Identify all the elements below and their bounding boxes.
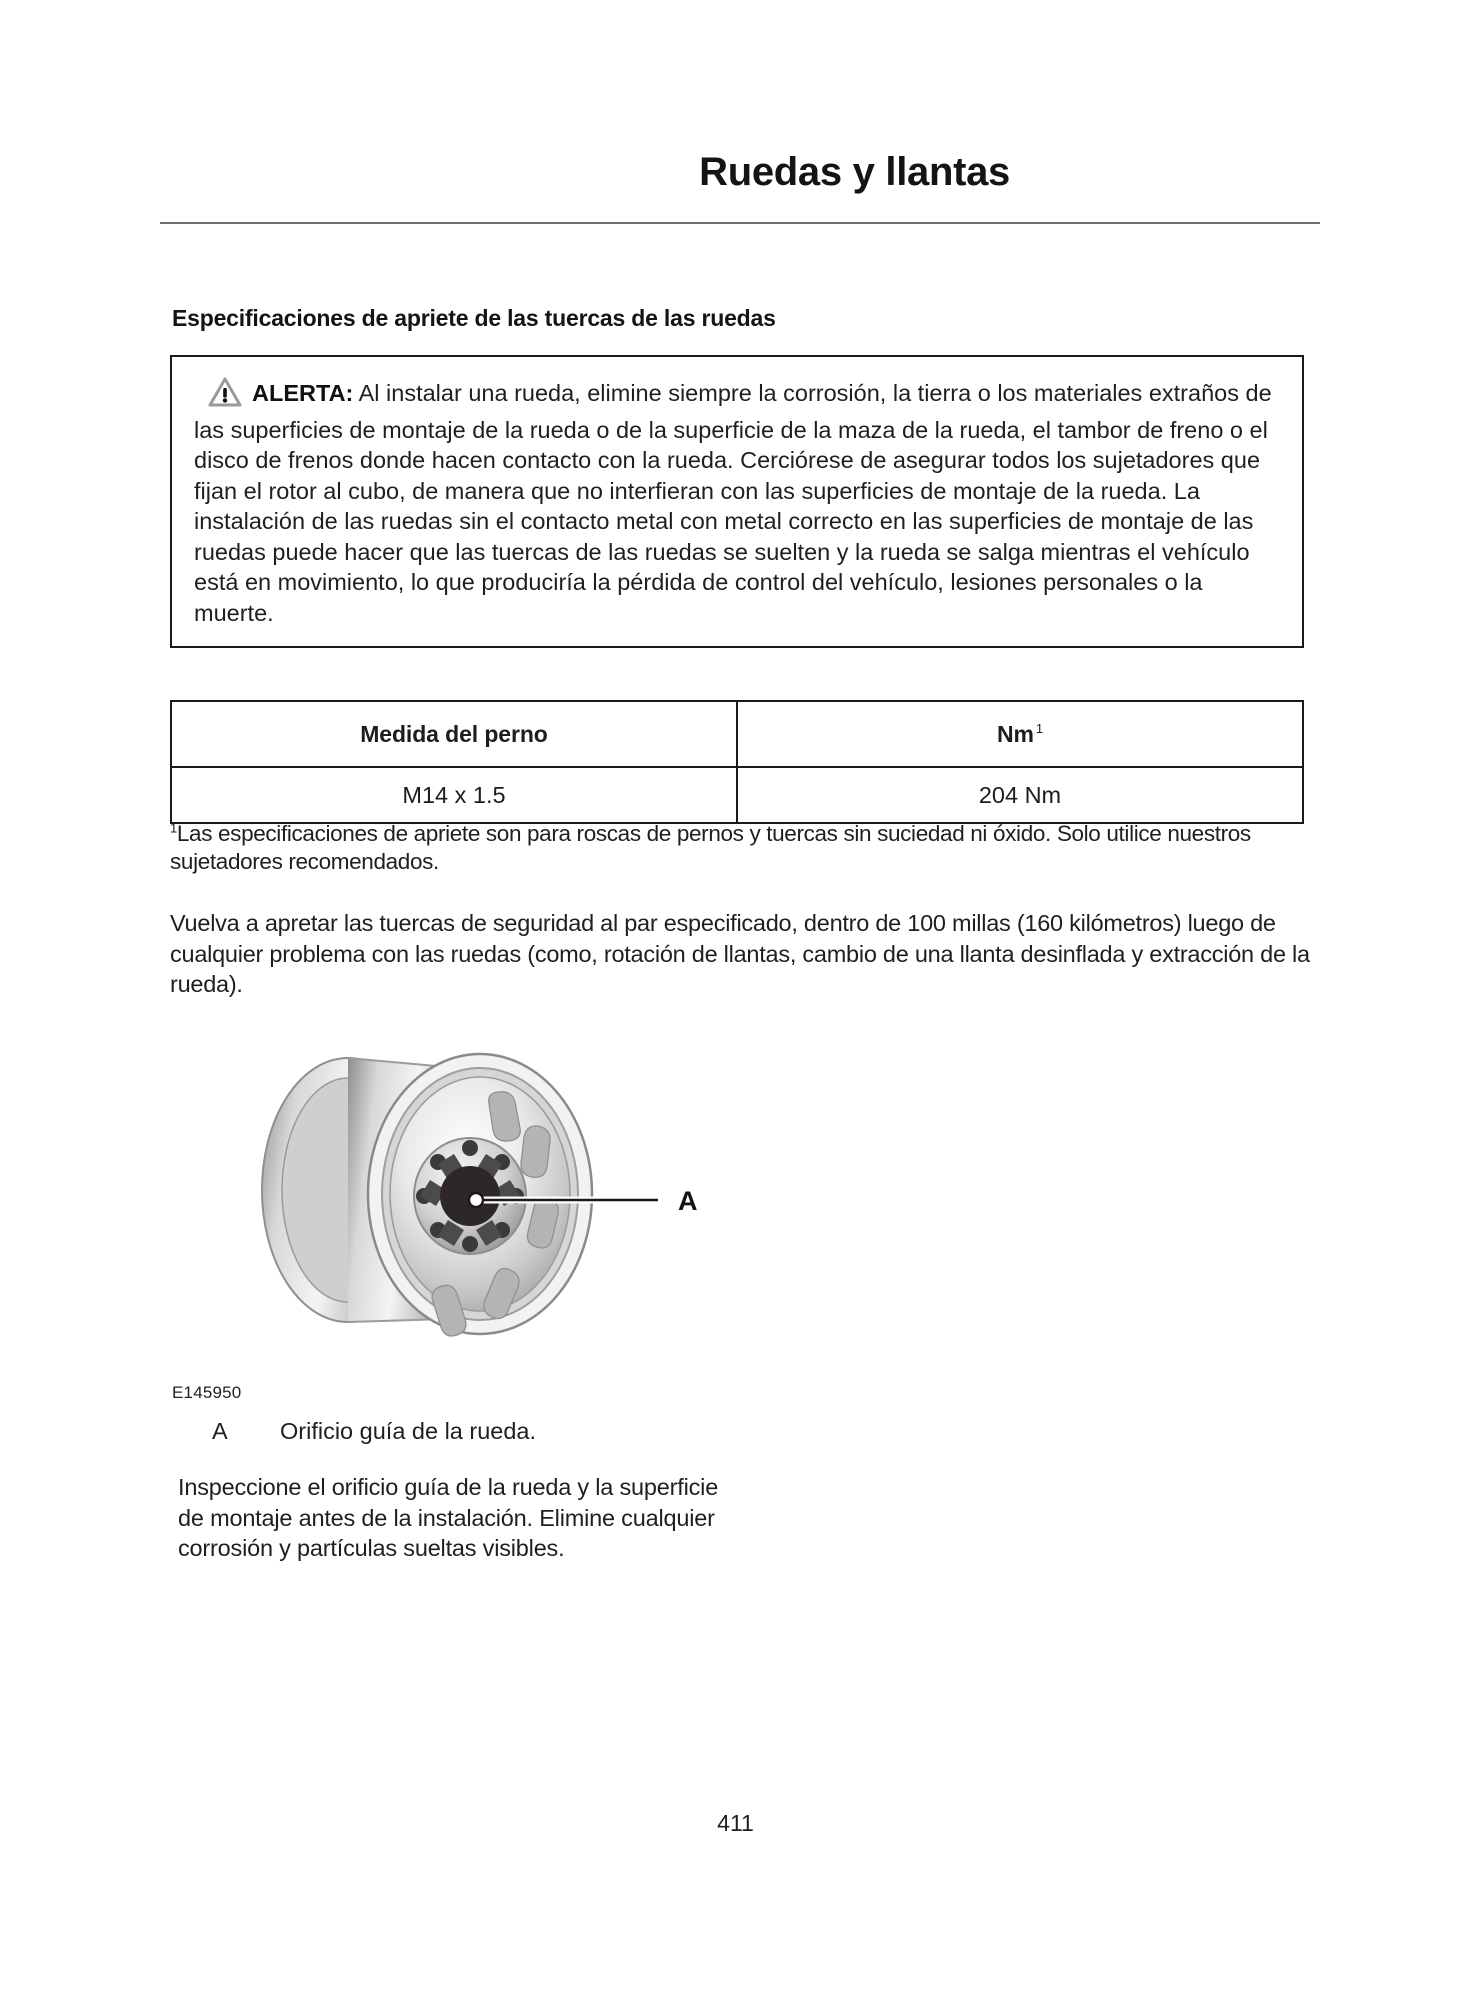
legend-key: A — [212, 1418, 228, 1444]
figure-callout-label: A — [678, 1186, 698, 1216]
warning-body: Al instalar una rueda, elimine siempre la corrosión, la tierra o los materiales extraños de las superficies de montaje de la rueda o de la superficie de la maza de la rueda, el tambor de freno o el disco de frenos donde hacen contacto con la rueda. Cerciórese de asegurar todos los sujetadores que fijan el rotor al cubo, de manera que no interfieran con las superficies de montaje de la rueda. La instalación de las ruedas sin el contacto metal con metal correcto en las superficies de montaje de las ruedas puede hacer que las tuercas de las ruedas se suelten y la rueda se salga mientras el vehículo está en movimiento, lo que produciría la pérdida de control del vehículo, lesiones personales o la muerte. — [194, 380, 1272, 626]
header-divider — [160, 222, 1320, 224]
table-cell-torque: 204 Nm — [737, 767, 1303, 823]
table-row — [171, 767, 1303, 823]
section-heading: Especificaciones de apriete de las tuercas de las ruedas — [172, 305, 776, 331]
warning-box — [170, 355, 1304, 648]
body-paragraph: Vuelva a apretar las tuercas de seguridad al par especificado, dentro de 100 millas (160 kilómetros) luego de cualquier problema con las ruedas (como, rotación de llantas, cambio de una llanta desinflada y extracción de la rueda). — [170, 910, 1310, 998]
table-header-bolt-size: Medida del perno — [171, 701, 737, 767]
footnote-text: Las especificaciones de apriete son para roscas de pernos y tuercas sin suciedad ni óxido. Solo utilice nuestros sujetadores recomendados. — [170, 821, 1251, 875]
page-title: Ruedas y llantas — [699, 150, 1010, 194]
table-header-nm — [737, 701, 1303, 767]
warning-label: ALERTA: — [252, 380, 354, 406]
table-header-row — [171, 701, 1303, 767]
wheel-figure — [180, 1030, 740, 1370]
table-header-nm-superscript: 1 — [1035, 720, 1043, 736]
table-footnote — [170, 820, 1320, 877]
warning-text — [194, 377, 1280, 628]
page-header — [160, 150, 1320, 194]
figure-legend — [212, 1418, 812, 1445]
torque-spec-table — [170, 700, 1304, 824]
legend-description: Orificio guía de la rueda. — [280, 1418, 537, 1444]
closing-paragraph: Inspeccione el orificio guía de la rueda y la superficie de montaje antes de la instalación. Elimine cualquier corrosión y partículas sueltas visibles. — [178, 1474, 719, 1562]
footnote-marker: 1 — [170, 820, 177, 836]
figure-image-id: E145950 — [172, 1383, 242, 1402]
warning-triangle-icon — [208, 377, 242, 415]
page-number: 411 — [717, 1810, 754, 1836]
table-header-nm-label: Nm — [996, 720, 1034, 747]
table-cell-bolt-size: M14 x 1.5 — [171, 767, 737, 823]
